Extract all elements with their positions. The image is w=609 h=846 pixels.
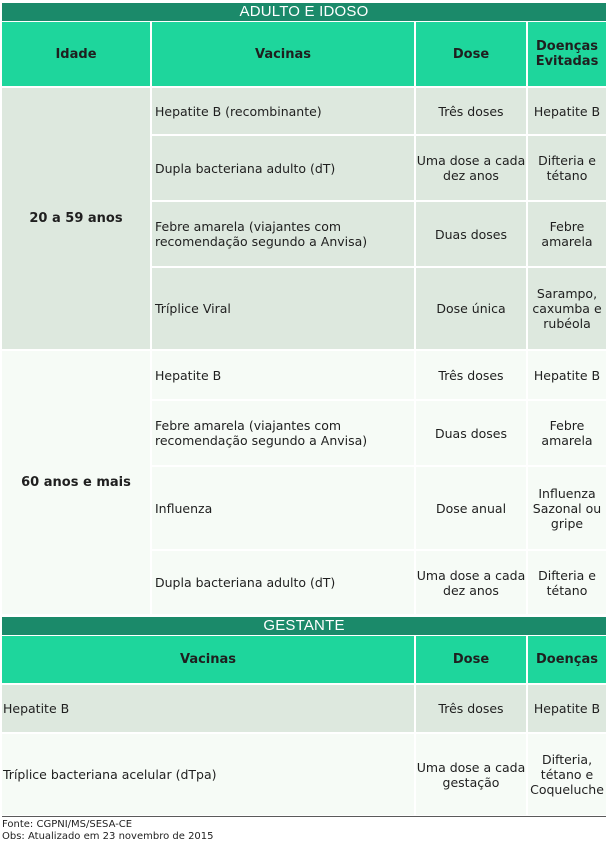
- vaccine-cell: Influenza: [152, 467, 414, 549]
- header-vaccines: Vacinas: [2, 636, 414, 683]
- dose-cell: Dose única: [416, 268, 526, 349]
- footer-note: Obs: Atualizado em 23 novembro de 2015: [2, 831, 214, 842]
- dose-cell: Três doses: [416, 88, 526, 134]
- header-dose: Dose: [416, 636, 526, 683]
- header-vaccines: Vacinas: [152, 22, 414, 86]
- age-group-60-plus: 60 anos e mais: [2, 351, 150, 614]
- dose-cell: Duas doses: [416, 202, 526, 266]
- dose-cell: Três doses: [416, 685, 526, 732]
- disease-cell: Difteria, tétano e Coqueluche: [528, 734, 606, 815]
- dose-cell: Dose anual: [416, 467, 526, 549]
- age-group-20-59: 20 a 59 anos: [2, 88, 150, 349]
- vaccine-cell: Hepatite B: [152, 351, 414, 399]
- header-age: Idade: [2, 22, 150, 86]
- disease-cell: Hepatite B: [528, 351, 606, 399]
- dose-cell: Duas doses: [416, 401, 526, 465]
- vaccine-cell: Tríplice Viral: [152, 268, 414, 349]
- vaccine-cell: Dupla bacteriana adulto (dT): [152, 136, 414, 200]
- disease-cell: Influenza Sazonal ou gripe: [528, 467, 606, 549]
- disease-cell: Febre amarela: [528, 202, 606, 266]
- dose-cell: Uma dose a cada dez anos: [416, 136, 526, 200]
- vaccine-cell: Hepatite B (recombinante): [152, 88, 414, 134]
- vaccine-cell: Hepatite B: [2, 685, 414, 732]
- vaccine-cell: Febre amarela (viajantes com recomendação segundo a Anvisa): [152, 202, 414, 266]
- disease-cell: Sarampo, caxumba e rubéola: [528, 268, 606, 349]
- vaccine-cell: Dupla bacteriana adulto (dT): [152, 551, 414, 614]
- footer-source: Fonte: CGPNI/MS/SESA-CE: [2, 819, 133, 830]
- disease-cell: Hepatite B: [528, 88, 606, 134]
- disease-cell: Hepatite B: [528, 685, 606, 732]
- footer-divider: [2, 816, 606, 817]
- header-diseases: Doenças: [528, 636, 606, 683]
- dose-cell: Uma dose a cada gestação: [416, 734, 526, 815]
- section-title-adult: ADULTO E IDOSO: [2, 3, 606, 21]
- disease-cell: Difteria e tétano: [528, 136, 606, 200]
- header-dose: Dose: [416, 22, 526, 86]
- section-title-pregnant: GESTANTE: [2, 617, 606, 635]
- disease-cell: Febre amarela: [528, 401, 606, 465]
- header-diseases: Doenças Evitadas: [528, 22, 606, 86]
- vaccine-cell: Febre amarela (viajantes com recomendação segundo a Anvisa): [152, 401, 414, 465]
- dose-cell: Uma dose a cada dez anos: [416, 551, 526, 614]
- disease-cell: Difteria e tétano: [528, 551, 606, 614]
- dose-cell: Três doses: [416, 351, 526, 399]
- vaccine-cell: Tríplice bacteriana acelular (dTpa): [2, 734, 414, 815]
